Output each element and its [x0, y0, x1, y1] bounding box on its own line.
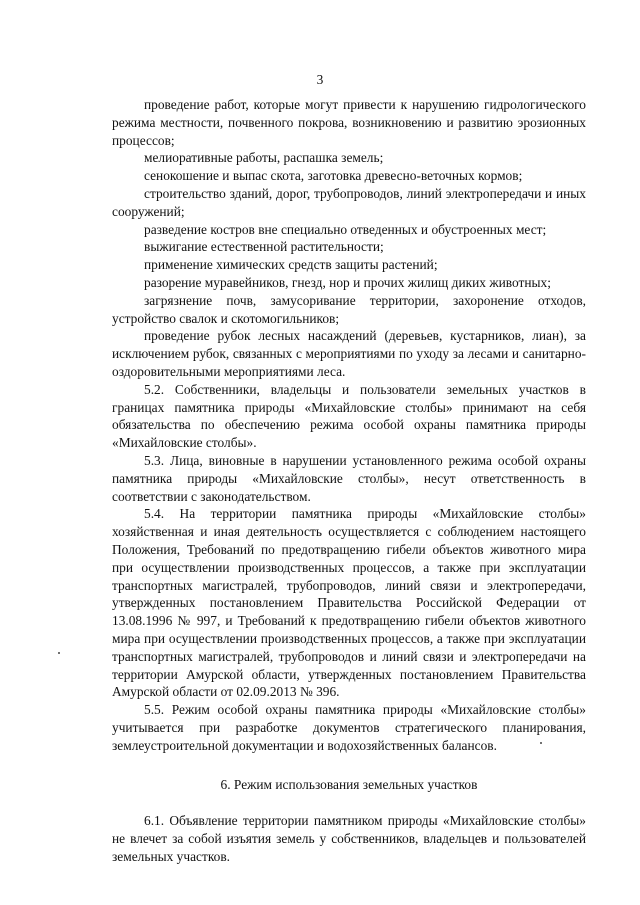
scan-speck — [540, 742, 542, 744]
paragraph-5-4: 5.4. На территории памятника природы «Михайловские столбы» хозяйственная и иная деятельность осуществляется с соблюдением настоящего Положения, Требований по предотвращению гибели объектов животного мира при осуществлении производственных процессов, а также при эксплуатации транспортных магистралей, трубопроводов, линий связи и электропередачи, утвержденных постановлением Правительства Российской Федерации от 13.08.1996 № 997, и Требований к предотвращению гибели объектов животного мира при осуществлении производственных процессов, а также при эксплуатации транспортных магистралей, трубопроводов и линий связи и электропередачи на территории Амурской области, утвержденных постановлением Правительства Амурской области от 02.09.2013 № 396. — [112, 506, 586, 700]
list-item: выжигание естественной растительности; — [144, 239, 384, 255]
list-item: строительство зданий, дорог, трубопроводов, линий электропередачи и иных сооружений; — [112, 185, 586, 219]
paragraph-5-2: 5.2. Собственники, владельцы и пользователи земельных участков в границах памятника природы «Михайловские столбы» принимают на себя обязательства по обеспечению режима особой охраны памятника природы «Михайловские столбы». — [112, 381, 586, 451]
paragraph-5-5: 5.5. Режим особой охраны памятника природы «Михайловские столбы» учитывается при разработке документов стратегического планирования, землеустроительной документации и водохозяйственных балансов. — [112, 702, 586, 753]
page-number: 3 — [316, 72, 324, 87]
list-item: разведение костров вне специально отведенных и обустроенных мест; — [144, 221, 547, 237]
paragraph-6-1: 6.1. Объявление территории памятником природы «Михайловские столбы» не влечет за собой изъятия земель у собственников, владельцев и пользователей земельных участков. — [112, 813, 586, 864]
scan-speck — [58, 652, 60, 654]
list-item: проведение рубок лесных насаждений (деревьев, кустарников, лиан), за исключением рубок, связанных с мероприятиями по уходу за лесами и санитарно-оздоровительными мероприятиями леса. — [112, 328, 586, 379]
list-item: сенокошение и выпас скота, заготовка древесно-веточных кормов; — [144, 168, 523, 184]
list-item: мелиоративные работы, распашка земель; — [144, 150, 384, 166]
paragraph-5-3: 5.3. Лица, виновные в нарушении установленного режима особой охраны памятника природы «Михайловские столбы», несут ответственность в соответствии с законодательством. — [112, 452, 586, 504]
list-item: проведение работ, которые могут привести к нарушению гидрологического режима местности, почвенного покрова, возникновению и развитию эрозионных процессов; — [112, 97, 586, 148]
document-body — [112, 96, 586, 866]
section-heading-6: 6. Режим использования земельных участков — [220, 777, 478, 793]
list-item: разорение муравейников, гнезд, нор и прочих жилищ диких животных; — [144, 274, 551, 290]
list-item: загрязнение почв, замусоривание территории, захоронение отходов, устройство свалок и скотомогильников; — [112, 292, 586, 326]
list-item: применение химических средств защиты растений; — [144, 257, 438, 273]
